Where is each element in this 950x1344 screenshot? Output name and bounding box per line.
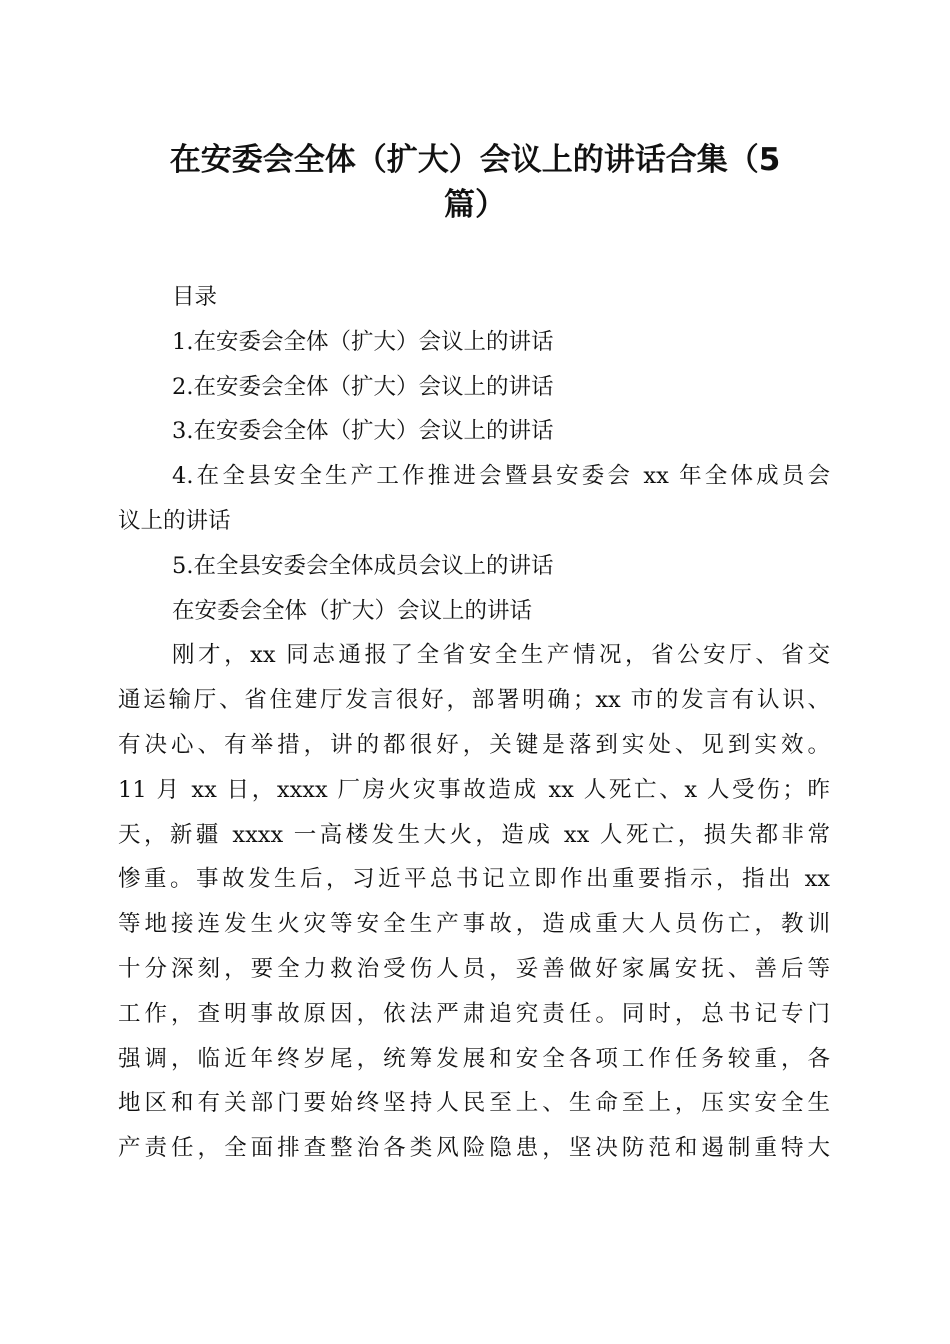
paragraph-line: 工作，查明事故原因，依法严肃追究责任。同时，总书记专门 (118, 1000, 830, 1027)
paragraph-line: 惨重。事故发生后，习近平总书记立即作出重要指示，指出 xx (118, 866, 830, 893)
paragraph-line: 强调，临近年终岁尾，统筹发展和安全各项工作任务较重，各 (118, 1045, 830, 1072)
paragraph-line: 产责任，全面排查整治各类风险隐患，坚决防范和遏制重特大 (118, 1135, 830, 1162)
toc-item: 3.在安委会全体（扩大）会议上的讲话 (172, 418, 554, 445)
toc-item: 2.在安委会全体（扩大）会议上的讲话 (172, 373, 554, 400)
toc-item: 5.在全县安委会全体成员会议上的讲话 (172, 552, 554, 579)
paragraph-line: 地区和有关部门要始终坚持人民至上、生命至上，压实安全生 (118, 1090, 830, 1117)
toc-item: 4.在全县安全生产工作推进会暨县安委会 xx 年全体成员会 (172, 463, 830, 490)
paragraph-line: 天，新疆 xxxx 一高楼发生大火，造成 xx 人死亡，损失都非常 (118, 821, 830, 848)
toc-item: 1.在安委会全体（扩大）会议上的讲话 (172, 328, 554, 355)
title-line-1: 在安委会全体（扩大）会议上的讲话合集（5 (169, 142, 781, 178)
paragraph-line: 十分深刻，要全力救治受伤人员，妥善做好家属安抚、善后等 (118, 955, 830, 982)
toc-item-continued: 议上的讲话 (118, 507, 231, 534)
paragraph-line: 有决心、有举措，讲的都很好，关键是落到实处、见到实效。 (118, 731, 830, 758)
paragraph-line: 等地接连发生火灾等安全生产事故，造成重大人员伤亡，教训 (118, 911, 830, 938)
paragraph-line: 通运输厅、省住建厅发言很好，部署明确；xx 市的发言有认识、 (118, 687, 830, 714)
section-heading: 在安委会全体（扩大）会议上的讲话 (172, 597, 533, 624)
paragraph-line: 11 月 xx 日，xxxx 厂房火灾事故造成 xx 人死亡、x 人受伤；昨 (118, 776, 830, 803)
paragraph-line: 刚才，xx 同志通报了全省安全生产情况，省公安厅、省交 (172, 642, 830, 669)
document-title (100, 138, 850, 228)
title-line-2: 篇） (444, 187, 506, 223)
document-body (118, 275, 830, 1171)
toc-heading: 目录 (172, 284, 218, 310)
